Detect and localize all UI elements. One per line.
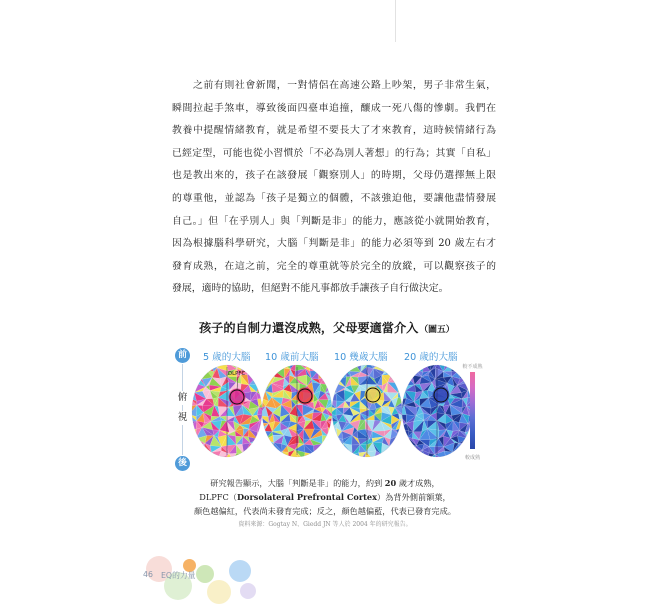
brain-facet [329,453,339,460]
brain-facet [328,436,335,443]
brain-facet [396,435,405,445]
decor-circle [240,583,256,599]
body-line: 自己。」但「在乎別人」與「判斷是非」的能力，應該從小就開始教育， [172,215,496,227]
brain-facet [250,453,260,460]
brain-facet [259,447,269,453]
brain-facet [319,370,329,376]
brain-facet [250,453,260,460]
brain-facet [327,436,335,444]
brain-facet [189,375,197,386]
brain-facet [399,362,409,369]
brain-facet [189,383,195,392]
brain-facet [258,375,265,385]
brain-facet [399,442,406,454]
caption-text: 顏色越偏紅，代表尚未發育完成；反之，顏色越偏藍，代表已發育完成。 [193,506,456,516]
decor-circle [229,560,251,582]
brain-facet [344,454,354,460]
brain-facet [396,443,405,454]
brain-facet [381,452,391,460]
brain-facet [459,443,468,453]
brain-facet [256,453,265,460]
scale-label-less-mature: 較不成熟 [462,364,483,370]
brain-facet [325,376,335,384]
brain-facet [397,362,405,368]
dlpfc-region [433,387,450,404]
brain-facet [249,362,257,368]
brain-facet [399,369,407,375]
brain-facet [322,444,329,454]
brain-facet [322,435,328,443]
brain-facet [399,427,405,439]
caption-text: 研究報告顯示，大腦「判斷是非」的能力，約到 [210,478,385,488]
brain-facet [257,439,265,447]
brain-facet [267,369,272,378]
brain-facet [273,452,283,460]
book-title: EQ的力量 [161,571,196,580]
brain-facet [406,454,414,460]
body-line: 教養中提醒情緒教育，就是希望不要長大了才來教育，這時候情緒行為 [172,125,496,137]
brain-facet [398,376,405,382]
brain-facet [272,362,284,369]
brain-facet [259,375,268,384]
brain-facet [398,382,405,393]
brain-facet [329,362,337,372]
brain-facet [189,362,198,370]
brain-facet [266,362,272,371]
body-line: 瞬間拉起手煞車，導致後面四臺車追撞，釀成一死八傷的慘劇。我們在 [172,102,496,114]
brain-facet [241,362,252,368]
brain-facet [409,362,417,368]
brain-facet [399,442,406,454]
brain-facet [391,371,398,376]
brain-facet [196,362,206,369]
brain-facet [329,379,338,386]
brain-facet [310,362,319,371]
brain-facet [414,362,424,372]
brain-facet [329,372,338,379]
brain-facet [269,453,276,461]
brain-facet [257,384,265,392]
brain-facet [318,454,330,461]
brain-facet [406,454,414,460]
brain-facet [328,362,335,370]
brain-facet [258,375,265,385]
dlpfc-region [297,388,314,405]
body-line: 之前有則社會新聞，一對情侶在高速公路上吵架，男子非常生氣， [193,80,496,91]
caption-source: 資料來源：Gogtay N、Giedd JN 等人於 2004 年的研究報告。 [238,521,412,528]
brain-facet [189,443,197,454]
brain-facet [189,375,197,386]
brain-facet [344,453,353,460]
caption-emphasis: Dorsolateral Prefrontal Cortex [236,492,378,502]
brain-facet [397,362,405,368]
brain-facet [407,362,414,372]
brain-facet [197,369,205,375]
brain-facet [247,368,258,374]
brain-facet [398,376,406,383]
brain-facet [259,378,268,387]
brain-facet [327,443,335,453]
brain-facet [399,437,408,445]
brain-label-before-10: 10 歲前大腦 [265,352,319,363]
caption-emphasis: 20 [384,478,397,488]
brain-facet [396,445,405,454]
brain-facet [392,362,399,371]
brain-facet [399,454,407,460]
brain-facet [314,454,321,460]
brain-facet [399,437,408,443]
brain-facet [405,368,414,376]
brain-facet [329,453,339,460]
brain-facet [241,362,252,371]
brain-facet [259,371,268,378]
brain-facet [268,453,277,461]
brain-facet [318,454,330,461]
brain-image-teens [329,362,405,460]
dlpfc-label: DLPFC [228,371,246,377]
brain-facet [252,362,258,371]
brain-facet [453,452,462,460]
brain-facet [329,436,337,447]
brain-image-age-5 [189,362,265,460]
brain-facet [396,454,405,460]
brain-facet [258,369,265,379]
brain-facet [329,371,338,379]
brain-facet [325,369,335,376]
brain-facet [281,362,291,369]
decor-circle [196,565,214,583]
brain-facet [252,368,258,374]
brain-facet [380,454,388,460]
back-marker: 後 [175,456,190,471]
body-line: 發育成熟，在這之前，完全的尊重就等於完全的放縱，可以觀察孩子的 [172,260,496,272]
brain-facet [189,437,196,444]
body-line: 也是教出來的，孩子在該發展「觀察別人」的時期，父母仍選擇無上限 [172,170,496,182]
brain-facet [259,453,269,461]
brain-facet [189,443,195,454]
brain-facet [414,450,422,460]
body-line: 因為根據腦科學研究，大腦「判斷是非」的能力必須等到 20 歲左右才 [172,238,496,250]
brain-label-teens: 10 幾歲大腦 [334,352,388,363]
top-view-label-char-2: 視 [177,412,188,423]
brain-facet [388,454,398,460]
brain-facet [399,435,405,445]
brain-facet [257,362,265,369]
brain-facet [327,454,335,461]
brain-facet [329,447,339,454]
maturity-scale-bar [470,372,475,449]
brain-facet [459,443,468,451]
brain-facet [337,362,347,370]
figure-title [199,319,455,336]
brain-facet [250,443,260,453]
brain-facet [189,362,196,368]
brain-facet [335,444,343,453]
brain-facet [189,387,194,393]
brain-facet [250,443,260,454]
brain-facet [399,385,405,394]
brain-facet [189,455,195,460]
brain-facet [389,446,396,454]
brain-facet [266,362,273,369]
brain-facet [259,430,266,440]
brain-facet [206,362,214,372]
brain-image-age-20 [399,362,475,460]
brain-facet [453,452,462,460]
brain-facet [259,362,266,372]
brain-facet [337,362,346,371]
brain-facet [382,362,392,371]
brain-facet [328,430,335,437]
brain-facet [260,447,265,454]
caption-text: DLPFC（ [199,492,237,502]
brain-facet [389,362,398,371]
body-paragraph [172,75,496,301]
brain-facet [451,362,457,372]
brain-facet [329,451,335,460]
brain-facet [398,368,405,376]
brain-development-figure [190,360,490,465]
brain-facet [195,455,206,460]
brain-facet [259,446,265,454]
brain-facet [313,444,322,455]
brain-facet [399,362,409,372]
brain-facet [329,438,337,447]
caption-line [150,491,500,505]
brain-facet [399,452,406,460]
body-line: 已經定型，可能也從小習慣於「不必為別人著想」的行為；其實「自私」 [172,147,496,159]
brain-facet [272,362,281,369]
brain-facet [319,362,329,370]
brain-facet [195,450,206,460]
brain-facet [399,369,405,380]
brain-facet [242,443,250,455]
brain-facet [414,362,424,368]
brain-facet [203,362,210,369]
brain-facet [259,372,268,378]
brain-facet [396,454,405,460]
brain-facet [339,453,345,460]
brain-facet [260,453,265,460]
brain-facet [259,442,269,452]
caption-text: 歲才成熟， [396,478,440,488]
figure-number: （圖五） [419,325,455,335]
brain-facet [388,452,396,460]
brain-facet [189,368,197,379]
top-view-label-char-1: 俯 [177,392,188,403]
brain-facet [319,362,329,370]
brain-facet [328,362,335,369]
brain-facet [329,362,338,372]
dlpfc-region [229,389,246,406]
brain-facet [336,453,344,460]
brain-facet [319,370,326,379]
brain-facet [257,437,265,447]
brain-facet [406,445,416,455]
brain-facet [398,368,405,377]
brain-facet [189,454,195,460]
brain-facet [258,369,265,375]
brain-facet [189,427,196,438]
caption-text: ）為背外側前額葉， [377,492,451,502]
brain-facet [399,375,408,386]
brain-facet [259,440,269,447]
brain-facet [242,455,249,460]
caption-line [150,505,500,519]
brain-facet [325,369,335,376]
brain-facet [259,430,266,440]
brain-facet [189,368,198,376]
figure-caption [150,477,500,531]
brain-facet [259,384,265,391]
brain-facet [405,368,414,375]
caption-line [150,477,500,491]
orientation-axis-line [182,364,183,455]
brain-facet [325,377,335,385]
brain-facet [304,453,315,461]
brain-facet [257,362,265,371]
brain-facet [196,362,206,370]
brain-facet [244,454,251,460]
brain-label-age-5: 5 歲的大腦 [203,352,251,363]
gutter-line [395,0,396,42]
brain-label-age-20: 20 歲的大腦 [404,352,458,363]
brain-facet [392,368,399,376]
brain-facet [329,444,339,453]
figure-title-text: 孩子的自制力還沒成熟，父母要適當介入 [199,321,419,335]
scale-label-more-mature: 較成熟 [464,455,481,461]
brain-facet [329,379,338,386]
brain-facet [399,375,405,385]
body-line: 發展，適時的協助，但絕對不能凡事都放手讓孩子自行做決定。 [172,283,449,295]
front-marker: 前 [175,348,190,363]
brain-facet [189,439,197,447]
brain-image-before-10 [259,362,335,460]
brain-facet [276,452,282,460]
brain-facet [314,454,317,460]
body-line: 的尊重他，並認為「孩子是獨立的個體，不該強迫他，要讓他盡情發展 [172,192,496,204]
brain-facet [259,452,269,460]
brain-facet [259,436,266,446]
brain-facet [321,444,329,455]
page-number: 46 [143,570,153,579]
brain-facet [329,443,335,453]
decor-circle [207,580,231,604]
brain-facet [259,362,267,372]
